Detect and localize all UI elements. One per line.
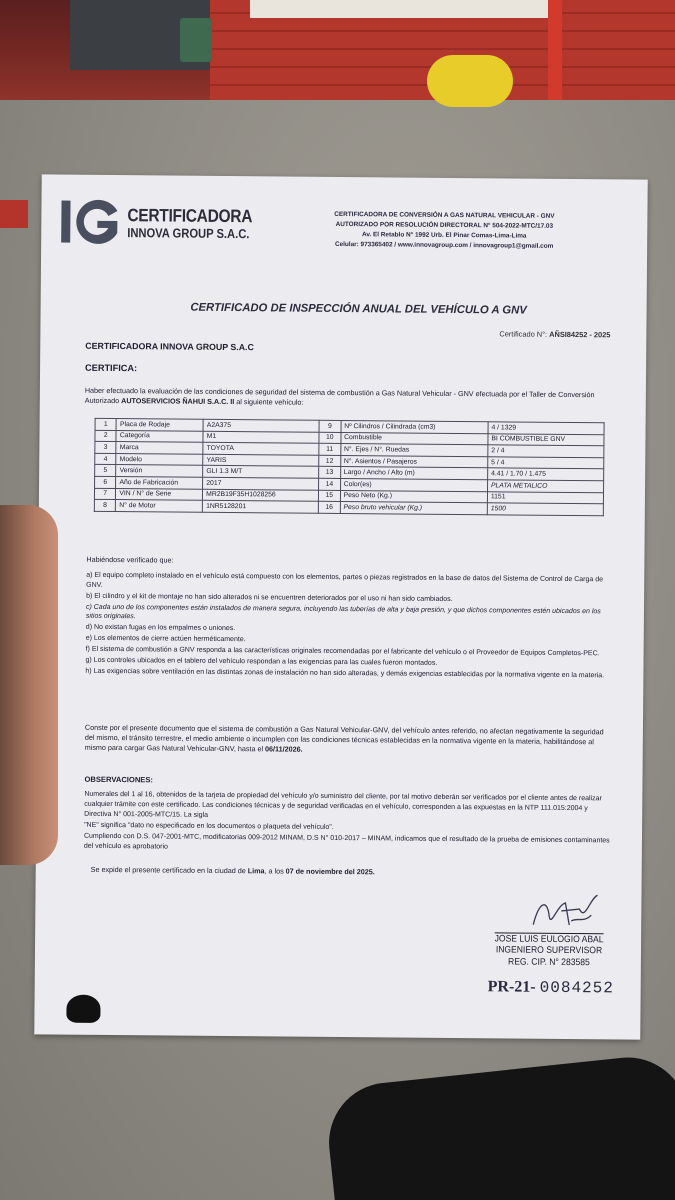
row-number: 8 — [94, 500, 116, 512]
company-logo — [59, 197, 273, 249]
field-label: N°. Ejes / N°. Ruedas — [340, 444, 487, 457]
signer-role: INGENIERO SUPERVISOR — [495, 944, 603, 956]
signer-name: JOSE LUIS EULOGIO ABAL — [494, 933, 604, 945]
field-value: YARIS — [203, 454, 319, 467]
row-number: 7 — [94, 488, 116, 500]
conste-text: Conste por el presente documento que el sistema de combustión a Gas Natural Vehicular-GNV, del vehículo antes referido, no afectan negativamente la seguridad del mismo, el tránsito terrestre, el medio ambiente o incumplen con las condiciones técnicas establecidas en la normativa vigente en la materia, habilitándose al mismo para cargar Gas Natural Vehicular-GNV, hasta el — [84, 722, 604, 754]
row-number: 3 — [95, 442, 117, 454]
row-number: 5 — [95, 465, 117, 477]
field-label: Año de Fabricación — [116, 477, 203, 489]
field-value: 2017 — [203, 477, 319, 490]
company-name: CERTIFICADORA INNOVA GROUP S.A.C — [85, 340, 254, 353]
condition-item: h) Las exigencias sobre ventilación en las distintas zonas de instalación no han sido alteradas, y demás exigencias establecidas por la normativa vigente en la materia. — [85, 667, 605, 680]
observation-item: "NE" significa "dato no especificado en los documentos o plaqueta del vehículo". — [84, 821, 334, 831]
row-number: 9 — [319, 420, 341, 432]
row-number: 14 — [319, 478, 341, 490]
field-label: Largo / Ancho / Alto (m) — [340, 467, 487, 480]
field-value: 4 / 1329 — [488, 422, 604, 435]
field-value: 2 / 4 — [488, 445, 604, 458]
field-label: Categoría — [116, 430, 203, 442]
field-label: Placa de Rodaje — [116, 419, 203, 431]
holding-hand — [0, 505, 58, 865]
ink-blot — [66, 995, 100, 1023]
field-value: BI COMBUSTIBLE GNV — [488, 433, 604, 446]
row-number: 4 — [95, 453, 117, 465]
serial-value: 0084252 — [539, 978, 614, 998]
field-label: N°. Asientos / Pasajeros — [340, 455, 487, 468]
conditions-list — [85, 571, 616, 683]
field-label: Versión — [116, 465, 203, 477]
observations-text — [84, 790, 613, 857]
field-value: 1NR5128201 — [203, 500, 319, 513]
logo-line-1: CERTIFICADORA — [127, 204, 253, 226]
field-value: TOYOTA — [203, 442, 319, 455]
condition-item: f) El sistema de combustión a GNV responda a las características originales recomendadas por el fabricante del vehículo o el Proveedor de Equipos Completos-PEC. — [85, 645, 600, 658]
intro-text-end: al siguiente vehículo: — [234, 397, 304, 408]
field-label: Color(es) — [340, 478, 487, 491]
field-value: GLI 1.3 M/T — [203, 466, 319, 479]
signer-registration: REG. CIP. N° 283585 — [508, 956, 590, 967]
condition-item: e) Los elementos de cierre actúen herméticamente. — [85, 634, 246, 644]
condition-item: b) El cilindro y el kit de montaje no han sido alterados ni se encuentren deteriorados por el uso ni han sido cambiados. — [86, 592, 453, 603]
row-number: 13 — [319, 467, 341, 479]
certificate-paper — [34, 174, 647, 1039]
serial-prefix: PR-21- — [487, 978, 536, 996]
certificate-number-label: Certificado N°: — [499, 329, 548, 339]
field-value: 1151 — [487, 491, 603, 504]
workshop-name: AUTOSERVICIOS ÑAHUI S.A.C. II — [121, 396, 235, 407]
field-value: MR2B19F35H1028256 — [203, 489, 319, 502]
condition-item: g) Los controles ubicados en el tablero del vehículo respondan a las exigencias para las cuales fueron montados. — [85, 656, 438, 667]
verified-intro: Habiéndose verificado que: — [86, 554, 174, 565]
observation-item: Numerales del 1 al 16, obtenidos de la tarjeta de propiedad del vehículo y/o suministro del cliente, por tal motivo deberán ser verificados por el cliente antes de realizar cualquier trámite con este certificado. Las condiciones técnicas y de seguridad verificadas en el vehículo, corresponden a las expuestas en la NTP 111.015:2004 y Directiva N° 001-2005-MTC/15. La sigla — [84, 790, 602, 819]
field-label: Peso Neto (Kg.) — [340, 490, 487, 503]
field-label: N° de Motor — [116, 500, 203, 512]
conste-paragraph — [85, 723, 613, 758]
field-label: Peso bruto vehicular (Kg.) — [340, 502, 487, 515]
signature-block — [481, 933, 617, 968]
field-label: Modelo — [116, 453, 203, 465]
row-number: 16 — [318, 501, 340, 513]
field-value: 1500 — [487, 503, 603, 516]
row-number: 1 — [95, 418, 117, 430]
header-line: Celular: 973365402 / www.innovagroup.com / innovagroup1@gmail.com — [334, 240, 554, 250]
row-number: 2 — [95, 430, 117, 442]
certificate-number — [440, 329, 610, 339]
header-info — [279, 209, 609, 252]
field-label: Nº Cilindros / Cilindrada (cm3) — [341, 420, 488, 433]
issued-text-mid: , a los — [264, 866, 286, 876]
condition-item: a) El equipo completo instalado en el vehículo está compuesto con los elementos, partes o piezas registrados en la base de datos del Sistema de Control de Carga de GNV. — [86, 571, 604, 589]
certifica-heading: CERTIFICA: — [85, 362, 138, 374]
row-number: 6 — [95, 476, 117, 488]
yellow-gas-tank — [427, 55, 513, 107]
field-value: M1 — [203, 431, 319, 444]
issued-date: 07 de noviembre del 2025. — [285, 866, 375, 877]
certificate-number-value: AÑSI84252 - 2025 — [549, 329, 611, 340]
issued-city: Lima — [247, 866, 265, 876]
row-number: 15 — [318, 490, 340, 502]
condition-item: d) No existan fugas en los empalmes o uniones. — [85, 623, 236, 633]
red-floor-mark — [0, 200, 28, 228]
green-bucket — [180, 18, 212, 62]
field-value: 4.41 / 1.70 / 1.475 — [488, 468, 604, 481]
header-line: CERTIFICADORA DE CONVERSIÓN A GAS NATURAL VEHICULAR - GNV — [334, 210, 555, 220]
observations-heading: OBSERVACIONES: — [84, 774, 154, 785]
header-line: AUTORIZADO POR RESOLUCIÓN DIRECTORAL N° 504-2022-MTC/17.03 — [335, 220, 554, 230]
issued-text: Se expide el presente certificado en la ciudad de — [90, 864, 248, 876]
field-label: VIN / N° de Serie — [116, 488, 203, 500]
valid-until-date: 06/11/2026. — [265, 744, 303, 754]
intro-text: Haber efectuado la evaluación de las condiciones de seguridad del sistema de combustión a Gas Natural Vehicular - GNV efectuada por el Taller de Conversión Autorizado — [84, 385, 595, 406]
document-title: CERTIFICADO DE INSPECCIÓN ANUAL DEL VEHÍCULO A GNV — [190, 301, 527, 317]
field-value: A2A375 — [203, 419, 319, 432]
serial-number — [488, 978, 614, 997]
logo-line-2: INNOVA GROUP S.A.C. — [127, 224, 250, 241]
wall-sign — [250, 0, 560, 18]
row-number: 12 — [319, 455, 341, 467]
vehicle-table — [94, 418, 605, 516]
condition-item: c) Cada uno de los componentes están instalados de manera segura, incluyendo las tuberías de alta y baja presión, y que dichos componentes estén ubicados en los sitios originales. — [85, 603, 601, 621]
ig-logo-icon — [59, 197, 123, 248]
row-number: 10 — [319, 432, 341, 444]
red-post — [548, 0, 562, 115]
row-number: 11 — [319, 443, 341, 455]
header-line: Av. El Retablo N° 1992 Urb. El Pinar Comas-Lima-Lima — [361, 231, 527, 240]
observation-item: Cumpliendo con D.S. 047-2001-MTC, modificatorias 009-2012 MINAM, D.S N° 010-2017 – MINAM, indicamos que el resultado de la prueba de emisiones contaminantes del vehículo es aprobatorio — [83, 832, 610, 851]
field-label: Combustible — [341, 432, 488, 445]
issued-line — [91, 865, 375, 876]
intro-paragraph — [85, 386, 615, 411]
field-value: 5 / 4 — [488, 457, 604, 470]
field-label: Marca — [116, 442, 203, 454]
field-value: PLATA METALICO — [487, 480, 603, 493]
signature-scribble-icon — [525, 891, 605, 934]
